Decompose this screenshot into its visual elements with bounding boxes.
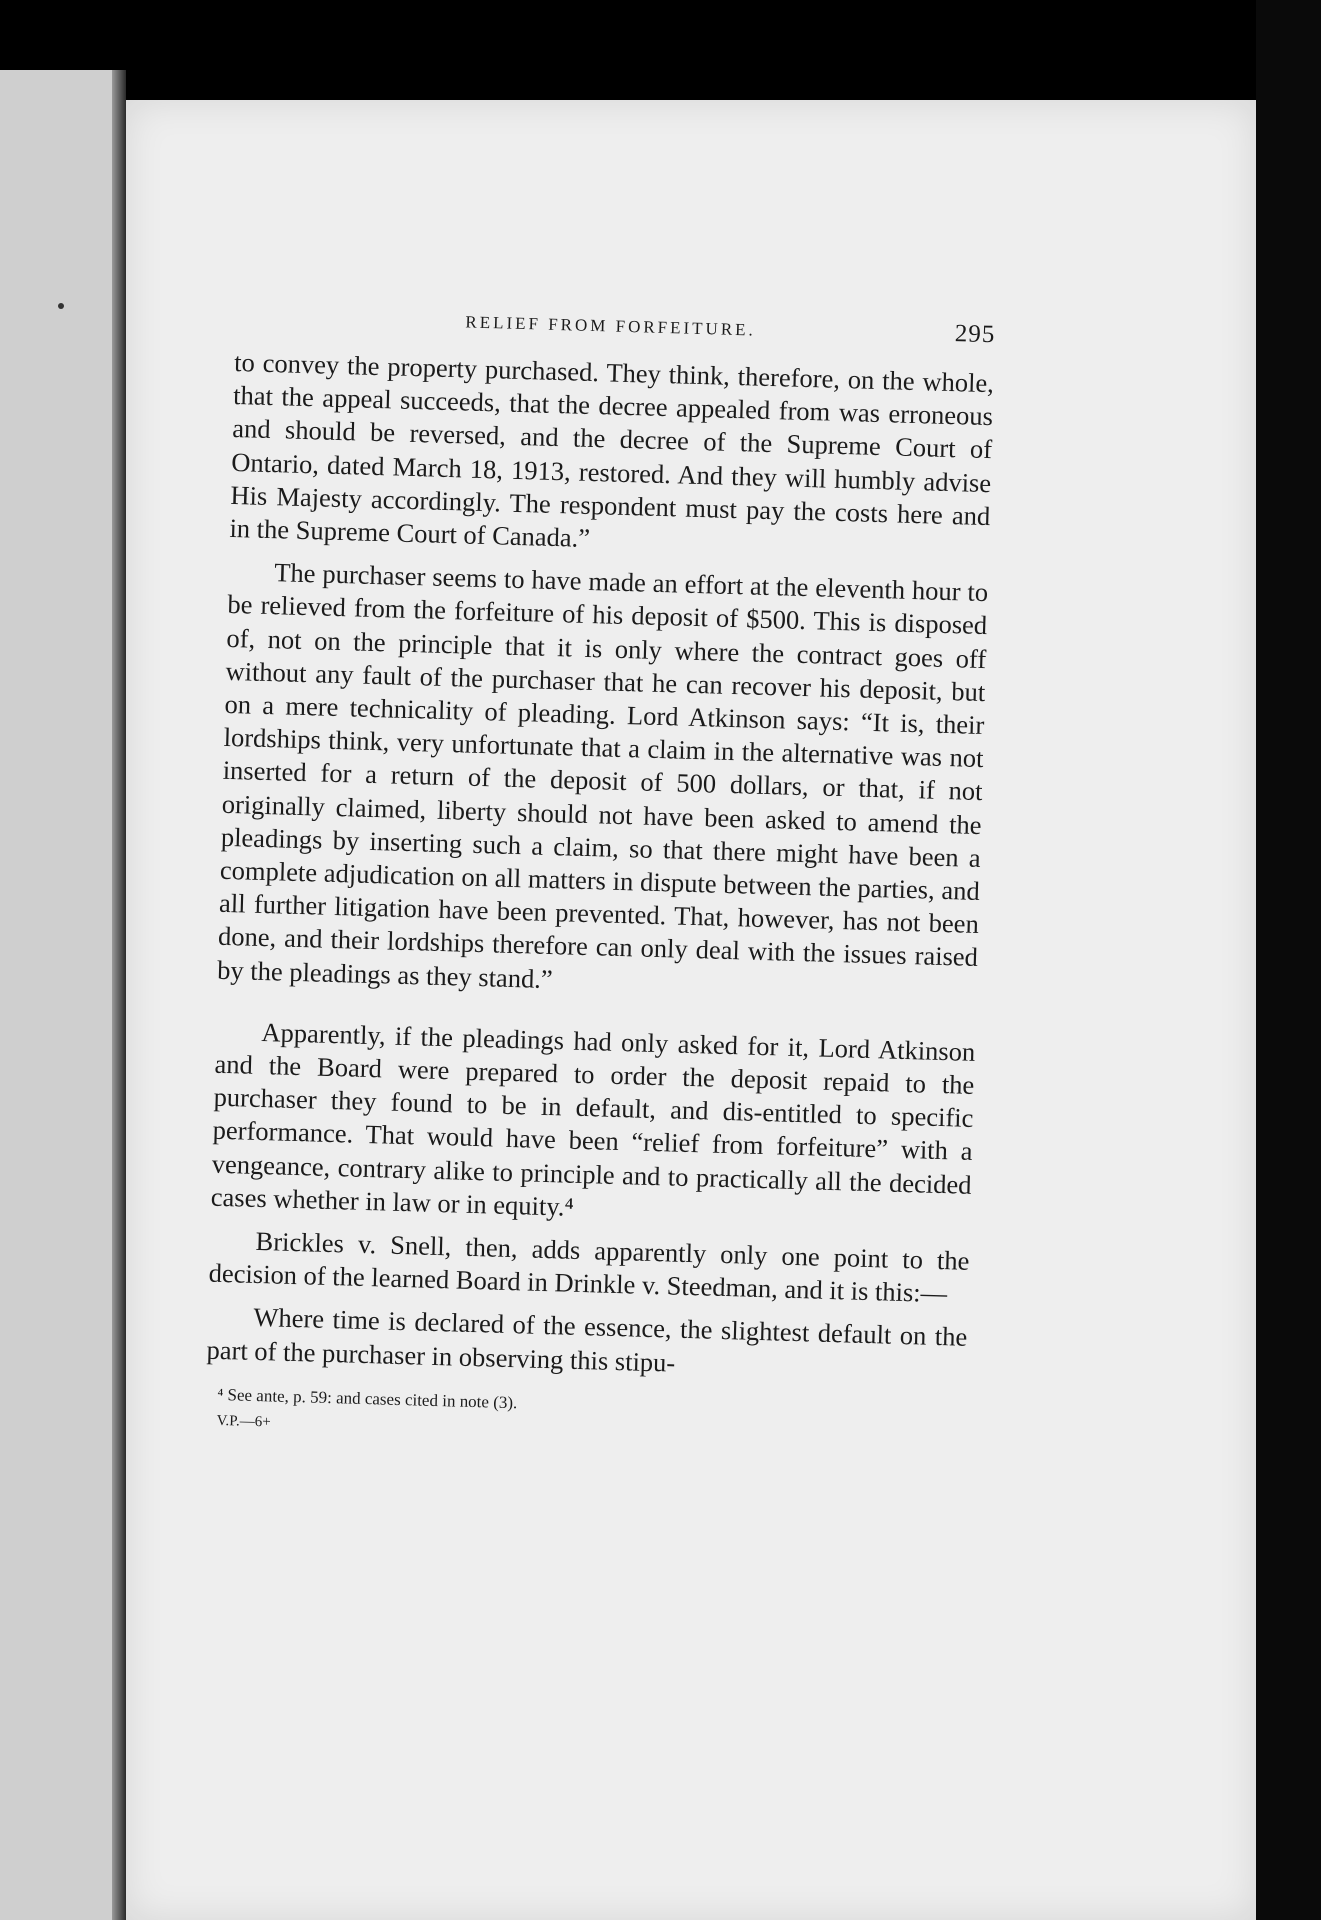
facing-page-edge: [0, 70, 125, 1920]
paragraph-apparently: Apparently, if the pleadings had only asked for it, Lord Atkinson and the Board were prepared to order the deposit repaid to the purchaser they found to be in default, and dis-entitled to specific performance. That would have been “relief from forfeiture” with a vengeance, contrary alike to principle and to practically all the decided cases whether in law or in equity.⁴: [210, 1016, 976, 1222]
page-number: 295: [954, 320, 996, 349]
scan-speck: [58, 303, 64, 309]
paragraph-brickles-v-snell: Brickles v. Snell, then, adds apparently only one point to the decision of the learned Board in Drinkle v. Steedman, and it is this:—: [208, 1226, 970, 1309]
signature-mark: V.P.—6+: [216, 1412, 271, 1431]
paragraph-quote-continuation: to convey the property purchased. They think, therefore, on the whole, that the appeal succeeds, that the decree appealed from was erroneous and should be reversed, and the decree of the Supreme Court of Ontario, dated March 18, 1913, restored. And they will humbly advise His Majesty accordingly. The respondent must pay the costs here and in the Supreme Court of Canada.”: [229, 346, 995, 553]
page-text: [204, 298, 995, 1454]
paragraph-time-essence: Where time is declared of the essence, the slightest default on the part of the purchaser in observing this stipu-: [206, 1302, 968, 1378]
scan-right-border: [1256, 0, 1321, 1920]
paragraph-purchaser-effort: The purchaser seems to have made an effort at the eleventh hour to be relieved from the forfeiture of his deposit of $500. This is disposed of, not on the principle that it is only where the contract goes off without any fault of the purchaser that he can recover his deposit, but on a mere technicality of pleading. Lord Atkinson says: “It is, their lordships think, very unfortunate that a claim in the alternative was not inserted for a return of the deposit of 500 dollars, or that, if not originally claimed, liberty should not have been asked to amend the pleadings by inserting such a claim, so that there might have been a complete adjudication on all matters in dispute between the parties, and all further litigation have been prevented. That, however, has not been done, and their lordships therefore can only deal with the issues raised by the pleadings as they stand.”: [216, 557, 989, 994]
binding-shadow: [112, 70, 126, 1920]
running-head-title: RELIEF FROM FORFEITURE.: [465, 312, 757, 340]
footnote: ⁴ See ante, p. 59: and cases cited in note (3).: [217, 1384, 518, 1413]
scan-top-border: [0, 0, 1321, 110]
